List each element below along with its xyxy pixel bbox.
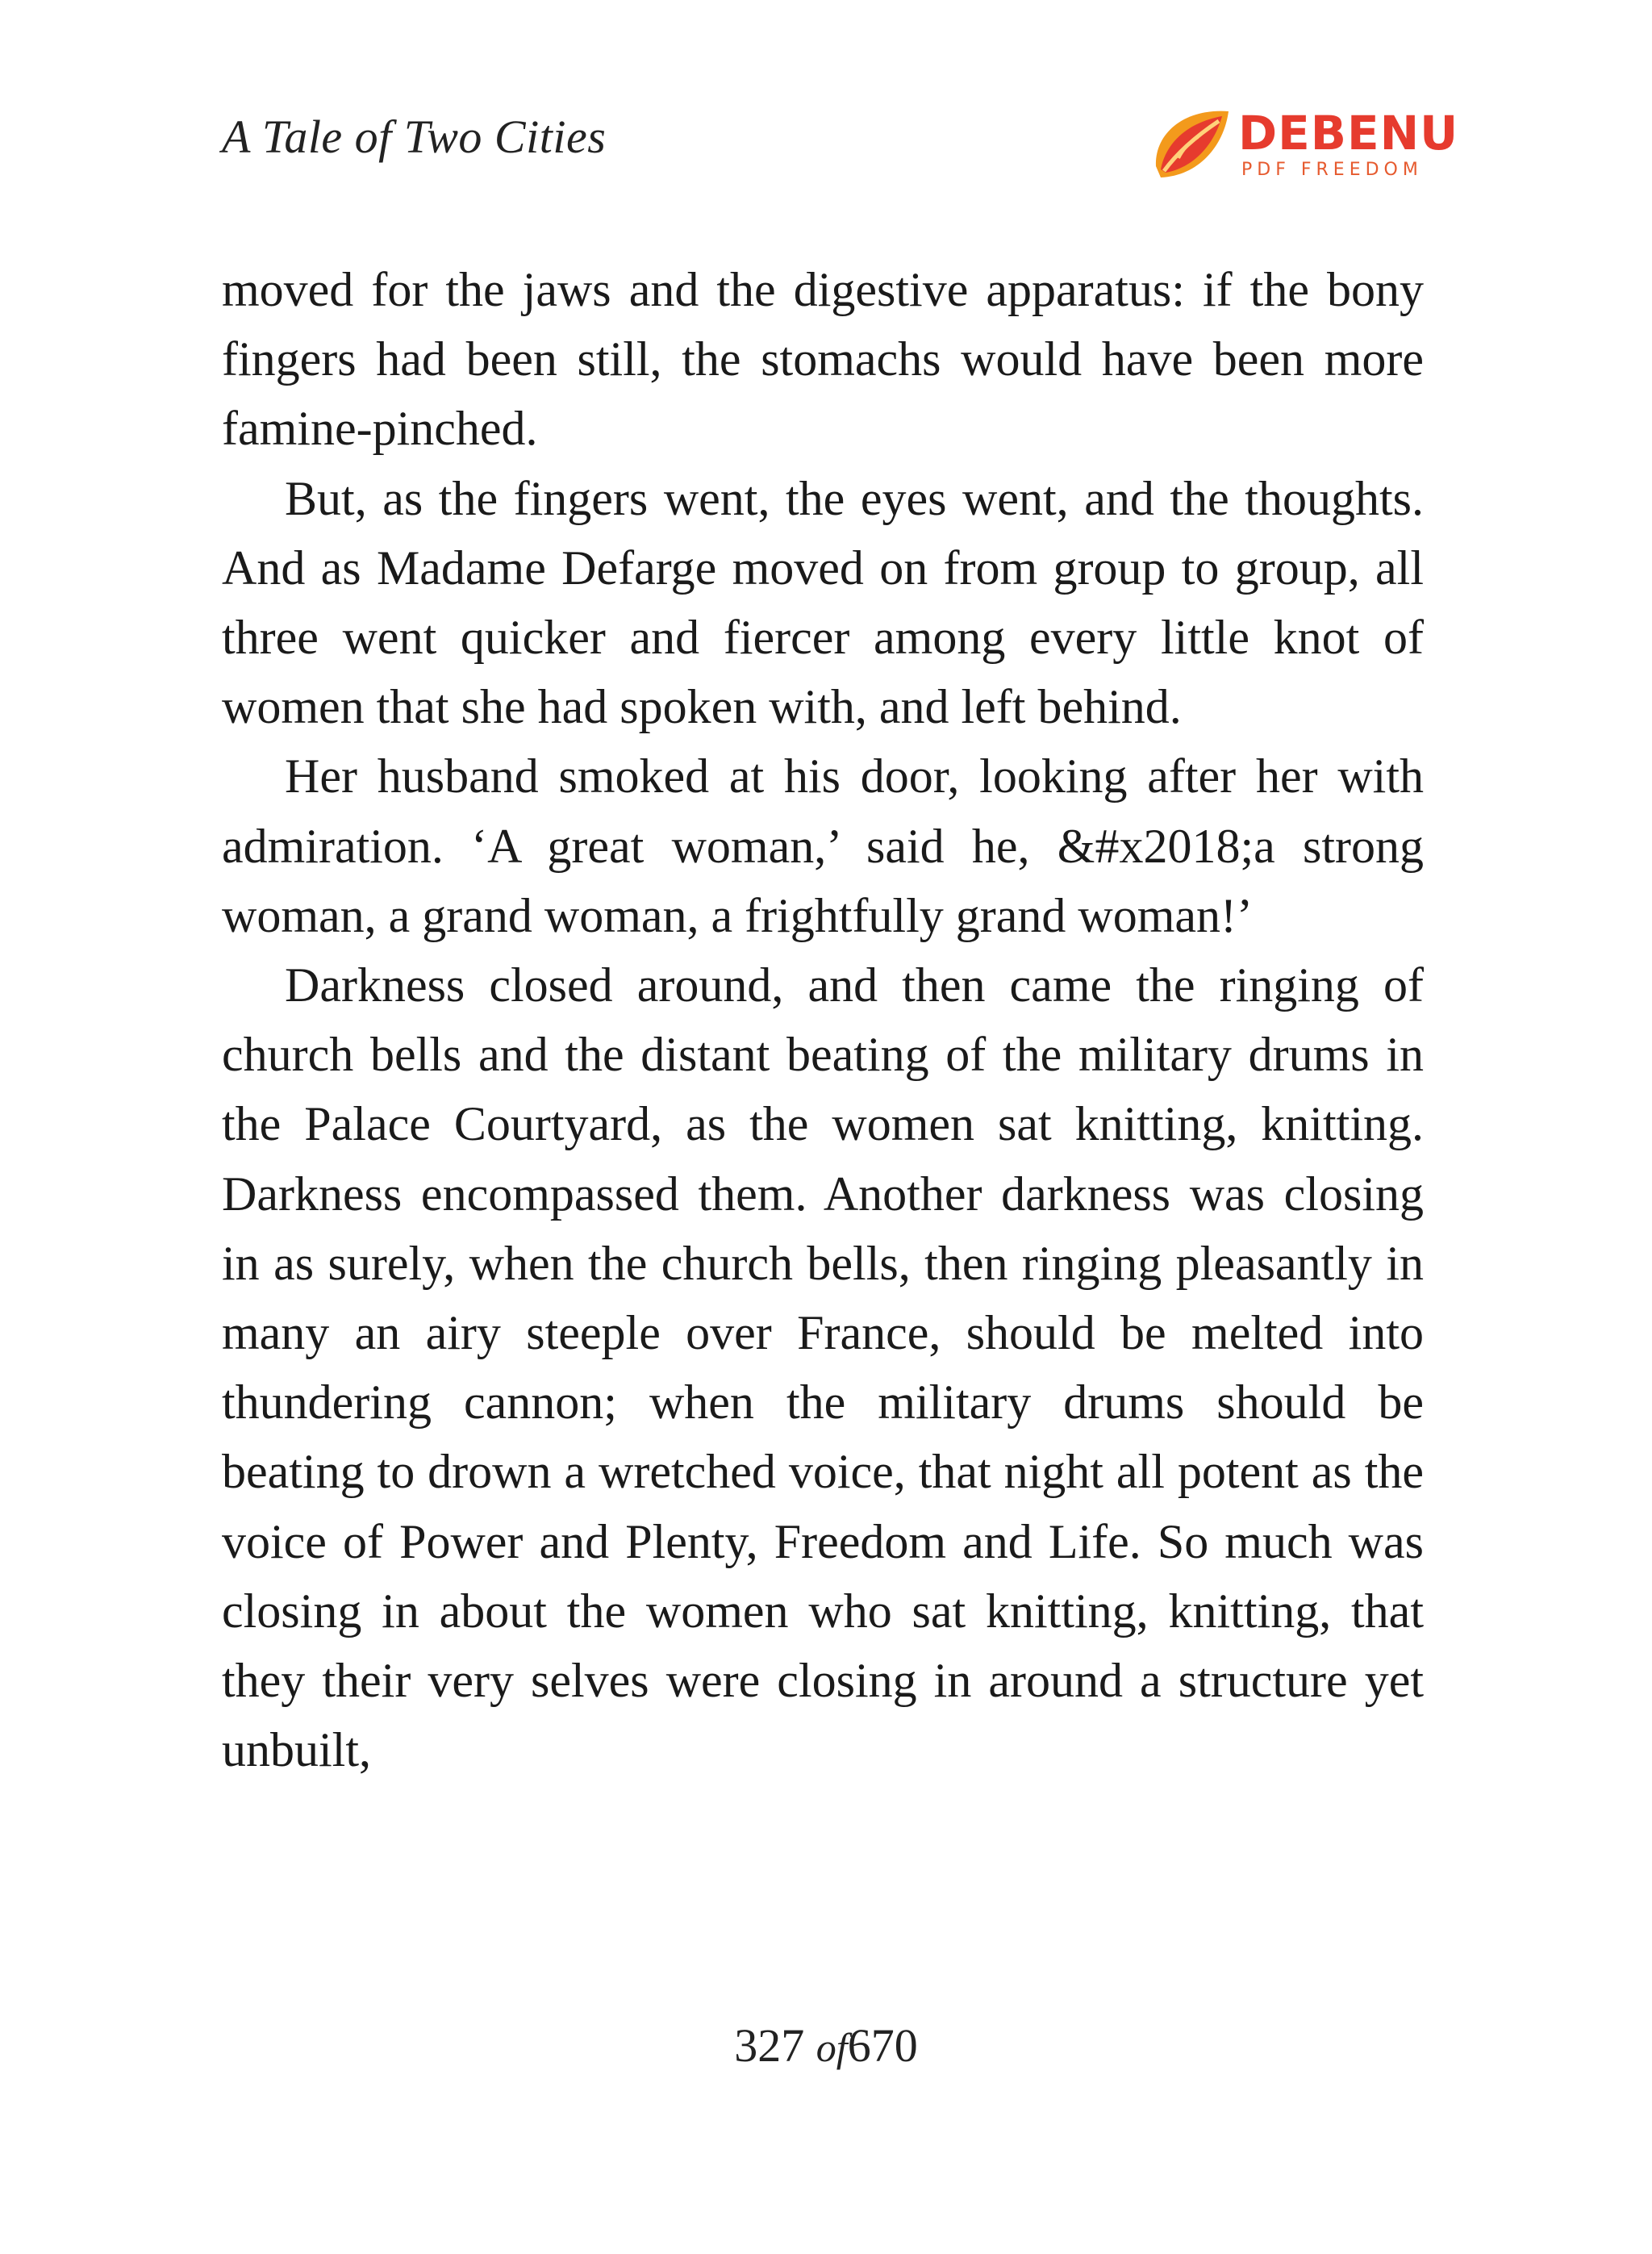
debenu-logo [1149, 103, 1459, 184]
paragraph: Her husband smoked at his door, looking after her with admiration. ‘A great woman,’ said he, &#x2018;a strong woman, a grand woman, a frightfully grand woman!’ [222, 749, 1424, 942]
page-header [222, 103, 1459, 200]
logo-brand: DEBENU [1238, 106, 1459, 161]
paragraph: Darkness closed around, and then came the ringing of church bells and the distant beating of the military drums in the Palace Courtyard, as the women sat knitting, knitting. Darkness encompassed them. Another darkness was closing in as surely, when the church bells, then ringing pleasantly in many an airy steeple over France, should be melted into thundering cannon; when the military drums should be beating to drown a wretched voice, that night all potent as the voice of Power and Plenty, Freedom and Life. So much was closing in about the women who sat knitting, knitting, that they their very selves were closing in around a structure yet unbuilt, [222, 958, 1424, 1777]
body-text [222, 255, 1424, 1784]
book-title: A Tale of Two Cities [222, 111, 607, 163]
logo-tagline: PDF FREEDOM [1241, 160, 1423, 180]
paragraph: But, as the fingers went, the eyes went, and the thoughts. And as Madame Defarge moved on from group to group, all three went quicker and fiercer among every little knot of women that she had spoken with, and left behind. [222, 471, 1424, 734]
total-pages: 670 [847, 2019, 918, 2072]
paragraph: moved for the jaws and the digestive apparatus: if the bony fingers had been still, the stomachs would have been more famine-pinched. [222, 263, 1424, 456]
flame-leaf-icon [1149, 103, 1233, 184]
page-number [0, 2018, 1652, 2072]
of-label: of [816, 2025, 848, 2070]
current-page: 327 [734, 2019, 805, 2072]
